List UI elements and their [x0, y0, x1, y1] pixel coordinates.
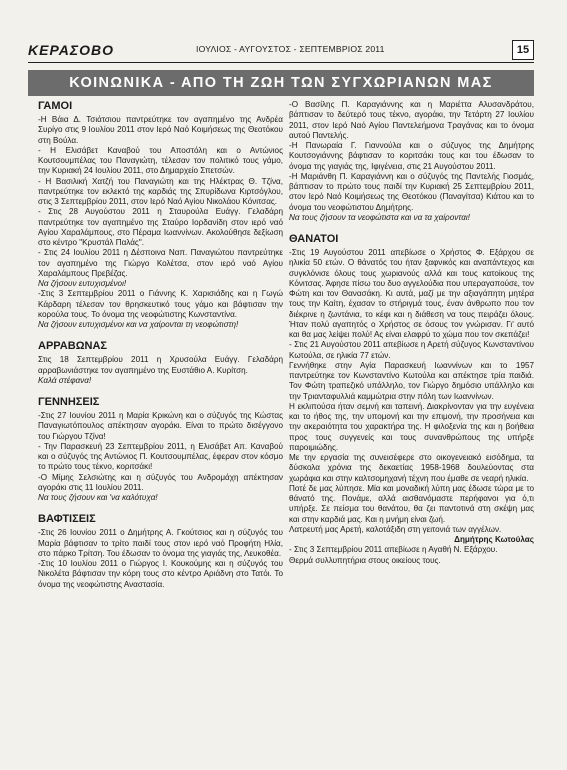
condolences: Θερμά συλλυπητήρια στους οικείους τους. [289, 555, 441, 565]
wedding-item: - Η Βασιλική Χατζή του Παναγιώτη και της Ηλέκτρας Θ. Τζίνα, παντρεύτηκε τον εκλεκτό της καρδιάς της Σπυρίδωνα Κιρτσόγλου, στις 3 Σεπτεμβρίου 2011, στον Ιερό Ναό Αγίου Νικολάου Κόνιτσας. [38, 176, 283, 206]
births-heading: ΓΕΝΝΗΣΕΙΣ [38, 396, 100, 408]
page-number: 15 [512, 40, 534, 60]
obituary-text: Λατρευτή μας Αρετή, καλοτάξιδη στη γειτονιά των αγγέλων. [289, 524, 502, 534]
baptism-item: -Ο Βασίλης Π. Καραγιάννης και η Μαριέττα Αλυσανδράτου, βάπτισαν το δεύτερό τους τέκνο, αγοράκι, την Τετάρτη 27 Ιουλίου 2011, στον Ιερό Ναό Αγίου Παντελεήμονα Τραγάνας και το όνομα αυτού Παντελής. [289, 100, 534, 140]
right-column [289, 100, 534, 566]
wedding-item: - Η Ελισάβετ Καναβού του Αποστόλη και ο Αντώνιος Κουτσουμπέλας του Παναγιώτη, τέλεσαν τον πολιτικό τους γάμο, την Κυριακή 24 Ιουλίου 2011, στο Δημαρχείο Σπετσών. [38, 145, 283, 176]
baptism-item: -Στις 26 Ιουνίου 2011 ο Δημήτρης Α. Γκούτσιος και η σύζυγός του Μαρία βάφτισαν το τρίτο παιδί τους στον ιερό ναό Προφήτη Ηλία, στο πάρκο Τρίτση. Του έδωσαν το όνομα της γιαγιάς της, Λευκοθέα. [38, 528, 283, 558]
engagement-wish: Καλά στέφανα! [38, 375, 92, 385]
obituary-text: Ποτέ δε μας λύπησε. Μία και μοναδική λύπη μας έδωσε τώρα με το θάνατό της. Πονάμε, αλλά αισθανόμαστε περήφανοι για ό,τι υπήρξε. Σε πείσμα του θανάτου, θα ζει παντοτινά στη σκέψη μας και στην καρδιά μας. Και η μνήμη είναι ζωή. [289, 483, 534, 524]
birth-wish: Να τους ζήσουν και 'να καλότυχα! [38, 493, 158, 502]
deaths-heading: ΘΑΝΑΤΟΙ [289, 233, 339, 245]
publication-name: ΚΕΡΑΣΟΒΟ [28, 42, 115, 58]
baptism-item: -Στις 10 Ιουλίου 2011 ο Γιώργος Ι. Κουκούμης και η σύζυγός του Νικολέτα βάφτισαν την κόρη τους στο κέντρο Αριάδνη στο Τατόι. Το όνομα της νεοφώτιστης Αναστασία. [38, 559, 283, 589]
page-header [28, 40, 534, 63]
birth-item: -Στις 27 Ιουνίου 2011 η Μαρία Κρικώνη και ο σύζυγός της Κώστας Παναγιωτόπουλος απέκτησαν αγοράκι. Είναι το πρώτο δισέγγονο του Γιώργου Τζίνα! [38, 411, 283, 441]
baptism-item: -Η Μαριάνθη Π. Καραγιάννη και ο σύζυγός της Παντελής Γιοσμάς, βάπτισαν το πρώτο τους παιδί την Κυριακή 25 Σεπτεμβρίου 2011, στον Ιερό Ναό Κοιμήσεως της Θεοτόκου (Παναγίτσα) Κιάτου και το όνομα του νεοφώτιστου Δημήτρης. [289, 171, 534, 212]
wedding-item: - Στις 24 Ιουλίου 2011 η Δέσποινα Ναπ. Παναγιώτου παντρεύτηκε τον αγαπημένο της Γιώργο Κολέτσα, στον ιερό ναό Αγίου Χαραλάμπους Πρεβέζας. [38, 248, 283, 278]
left-column [38, 100, 283, 590]
wedding-item: -Στις 3 Σεπτεμβρίου 2011 ο Γιάννης Κ. Χαρισιάδης και η Γωγώ Κάρδαρη τέλεσαν τον θρησκευτικό τους γάμο και βάφτισαν την κορούλα τους. Το όνομα της νεοφώτιστης Κωνσταντίνα. [38, 289, 283, 319]
section-banner: ΚΟΙΝΩΝΙΚΑ - ΑΠΟ ΤΗ ΖΩΗ ΤΩΝ ΣΥΓΧΩΡΙΑΝΩΝ ΜΑΣ [28, 70, 534, 96]
birth-item: - Την Παρασκευή 23 Σεπτεμβρίου 2011, η Ελισάβετ Απ. Καναβού και ο σύζυγός της Αντώνιος Π. Κουτσουμπέλας, έφεραν στον κόσμο το πρώτο τους τέκνο, κοριτσάκι! [38, 441, 283, 472]
obituary-item: - Στις 21 Αυγούστου 2011 απεβίωσε η Αρετή σύζυγος Κωνσταντίνου Κωτούλα, σε ηλικία 77 ετών. [289, 340, 534, 360]
wedding-item: - Στις 28 Αυγούστου 2011 η Σταυρούλα Ευάγγ. Γελαδάρη παντρεύτηκε τον αγαπημένο της Σταύρο Ιορδανίδη στον ιερό ναό Αγίου Χαραλάμπους, στο Πέραμα Ιωαννίνων. Ακολούθησε δεξίωση στο κέντρο "Κρυστάλ Παλάς". [38, 207, 283, 247]
issue-date: ΙΟΥΛΙΟΣ - ΑΥΓΟΥΣΤΟΣ - ΣΕΠΤΕΜΒΡΙΟΣ 2011 [196, 44, 385, 54]
engagement-heading: ΑΡΡΑΒΩΝΑΣ [38, 340, 107, 353]
obituary-text: Η εκλιπούσα ήταν σεμνή και ταπεινή. Διακρίνονταν για την ευγένεια και το ήθος της, την υπομονή και την επιμονή, την προσήνεια και την ακεραιότητα του χαρακτήρα της. Η φιλοξενία της και η βοήθεια προς τους συγγενείς και τους συνανθρώπους της υπήρξε παροιμιώδης. [289, 401, 534, 452]
wedding-wish: Να ζήσουν ευτυχισμένοι! [38, 279, 127, 288]
birth-item: -Ο Μίμης Σελσιώτης και η σύζυγός του Ανδρομάχη απέκτησαν αγοράκι στις 11 Ιουλίου 2011. [38, 472, 283, 492]
weddings-heading: ΓΑΜΟΙ [38, 100, 73, 112]
obituary-item: -Στις 19 Αυγούστου 2011 απεβίωσε ο Χρήστος Φ. Εξάρχου σε ηλικία 50 ετών. Ο θάνατός του ήταν ξαφνικός και αναπάντεχος και συγκλόνισε όλους τους χωριανούς αλλά και τους κατοίκους της Κόνιτσας. Άφησε πίσω του δυο αγγελούδια που υπεραγαπούσε, τον Φώτη και τον Θανασάκη. Κι αυτά, μαζί με την αξιαγάπητη μητέρα τους την Καίτη, έχασαν το στήριγμά τους, έναν άνθρωπο που τον διέκρινε η ζωντάνια, το κέφι και η διάθεση να τους πειράζει όλους. Ήταν πολύ αγαπητός ο Χρήστος σε όσους τον γνώρισαν. Γι' αυτό και θα μας λείψει πολύ! Ας είναι ελαφρύ το χώμα που τον σκεπάζει! [289, 248, 534, 339]
engagement-item: Στις 18 Σεπτεμβρίου 2011 η Χρυσούλα Ευάγγ. Γελαδάρη αρραβωνιάστηκε τον αγαπημένο της Ευστάθιο Α. Κυρίτση. [38, 355, 283, 375]
wedding-item: -Η Βάια Δ. Τσιάτσιου παντρεύτηκε τον αγαπημένο της Ανδρέα Συρίγο στις 9 Ιουλίου 2011 στον Ιερό Ναό Κοιμήσεως της Θεοτόκου στη Βούλα. [38, 115, 283, 145]
baptism-wish: Να τους ζήσουν τα νεοφώτιστα και να τα χαίρονται! [289, 212, 470, 222]
baptism-item: -Η Πανωραία Γ. Γιαννούλα και ο σύζυγος της Δημήτρης Κουτσογιάννης βάφτισαν το κοριτσάκι τους και του έδωσαν το όνομα της γιαγιάς της, Ιφιγένεια, στις 21 Αυγούστου 2011. [289, 141, 534, 171]
baptisms-heading: ΒΑΦΤΙΣΕΙΣ [38, 513, 96, 526]
obituary-text: Γεννήθηκε στην Αγία Παρασκευή Ιωαννίνων και το 1957 παντρεύτηκε τον Κωνσταντίνο Κωτούλα και απέκτησε τρία παιδιά. Τον Φώτη τραπεζικό υπάλληλο, τον Γιώργο δημόσιο υπάλληλο και την Τριανταφυλλιά καμμώτρια στην πόλη των Ιωαννίνων. [289, 360, 534, 401]
obituary-signature: Δημήτρης Κωτούλας [454, 535, 534, 544]
obituary-item: - Στις 3 Σεπτεμβρίου 2011 απεβίωσε η Αγαθή Ν. Εξάρχου. [289, 545, 498, 555]
obituary-text: Με την εργασία της συνεισέφερε στο οικογενειακό εισόδημα, τα δύσκολα χρόνια της δεκαετίας 1958-1968 δουλεύοντας στα χωράφια και στην καλτσομηχανή τέχνη που έμαθε σε νεαρή ηλικία. [289, 453, 534, 483]
wedding-wish: Να ζήσουν ευτυχισμένοι και να χαίρονται τη νεοφώτιστη! [38, 320, 239, 329]
